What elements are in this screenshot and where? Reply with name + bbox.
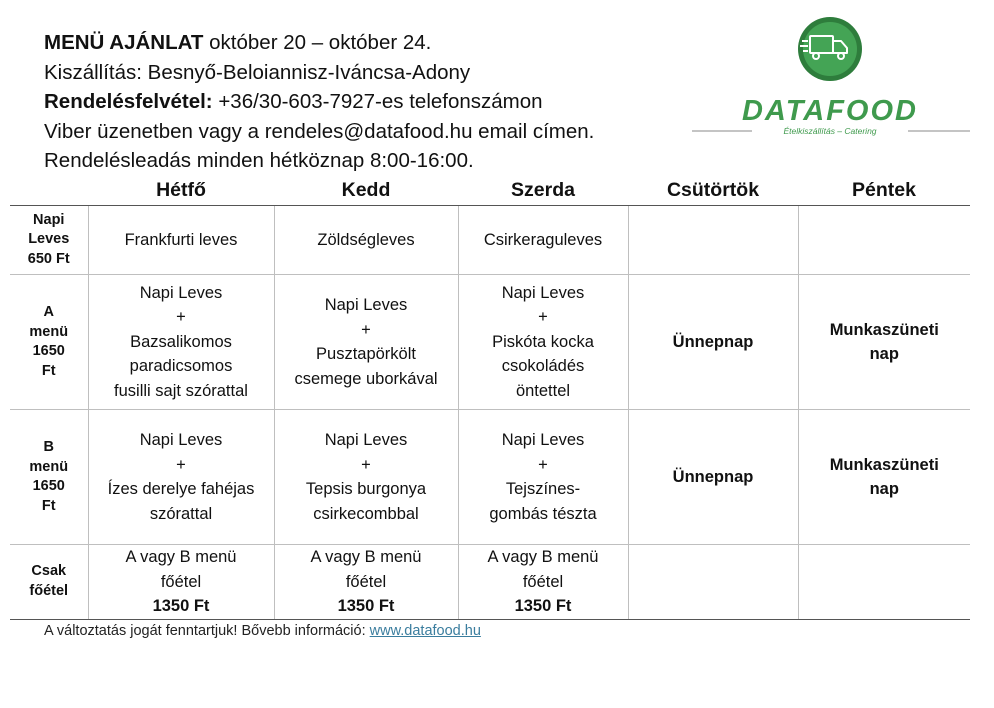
logo-tagline: Ételkiszállítás – Catering [783, 126, 877, 136]
order-phone: +36/30-603-7927-es telefonszámon [218, 90, 543, 113]
days-header [10, 175, 970, 206]
menu-cell: Napi Leves + Tepsis burgonya csirkecombbal [274, 410, 458, 545]
menu-cell: Csirkeraguleves [458, 206, 628, 275]
menu-title: MENÜ AJÁNLAT [44, 31, 204, 54]
menu-cell: Napi Leves + Ízes derelye fahéjas szórattal [88, 410, 274, 545]
viber-info: Viber üzenetben vagy a rendeles@datafood.hu email címen. [44, 119, 595, 143]
day-header: Csütörtök [628, 175, 798, 206]
main-course-row [10, 545, 970, 620]
menu-cell [798, 545, 970, 620]
menu-cell: A vagy B menü főétel 1350 Ft [274, 545, 458, 620]
menu-cell [628, 545, 798, 620]
holiday-cell: Munkaszüneti nap [798, 275, 970, 410]
holiday-cell: Ünnepnap [628, 410, 798, 545]
menu-cell: Napi Leves + Bazsalikomos paradicsomos fusilli sajt szórattal [88, 275, 274, 410]
day-header: Hétfő [88, 175, 274, 206]
row-label: B menü 1650 Ft [10, 410, 88, 545]
corner-cell [10, 175, 88, 206]
row-label: Csak főétel [10, 545, 88, 620]
holiday-cell: Ünnepnap [628, 275, 798, 410]
row-label: Napi Leves 650 Ft [10, 206, 88, 275]
row-label: A menü 1650 Ft [10, 275, 88, 410]
menu-cell: Zöldségleves [274, 206, 458, 275]
order-line [44, 87, 594, 117]
menu-cell: Napi Leves + Tejszínes- gombás tészta [458, 410, 628, 545]
logo-wordmark: DATAFOOD [741, 95, 919, 127]
menu-cell: A vagy B menü főétel 1350 Ft [88, 545, 274, 620]
menu-cell: Napi Leves + Piskóta kocka csokoládés öntettel [458, 275, 628, 410]
footer-note [44, 623, 481, 639]
footer-text: A változtatás jogát fenntartjuk! Bővebb információ: [44, 623, 370, 639]
menu-cell: Frankfurti leves [88, 206, 274, 275]
a-menu-row [10, 275, 970, 410]
day-header: Szerda [458, 175, 628, 206]
holiday-cell: Munkaszüneti nap [798, 410, 970, 545]
b-menu-row [10, 410, 970, 545]
order-label: Rendelésfelvétel: [44, 90, 213, 113]
soup-row [10, 206, 970, 275]
menu-cell: Napi Leves + Pusztapörkölt csemege uborkával [274, 275, 458, 410]
menu-cell: A vagy B menü főétel 1350 Ft [458, 545, 628, 620]
order-hours: Rendelésleadás minden hétköznap 8:00-16:00. [44, 149, 474, 172]
day-header: Péntek [798, 175, 970, 206]
delivery-info: Kiszállítás: Besnyő-Beloiannisz-Iváncsa-Adony [44, 60, 471, 84]
website-link[interactable]: www.datafood.hu [369, 623, 481, 639]
datafood-logo [690, 16, 972, 142]
menu-table [10, 175, 970, 620]
menu-dates: október 20 – október 24. [209, 31, 432, 54]
menu-cell [798, 206, 970, 275]
day-header: Kedd [274, 175, 458, 206]
title-line [44, 28, 594, 58]
menu-cell [628, 206, 798, 275]
header [44, 28, 594, 176]
